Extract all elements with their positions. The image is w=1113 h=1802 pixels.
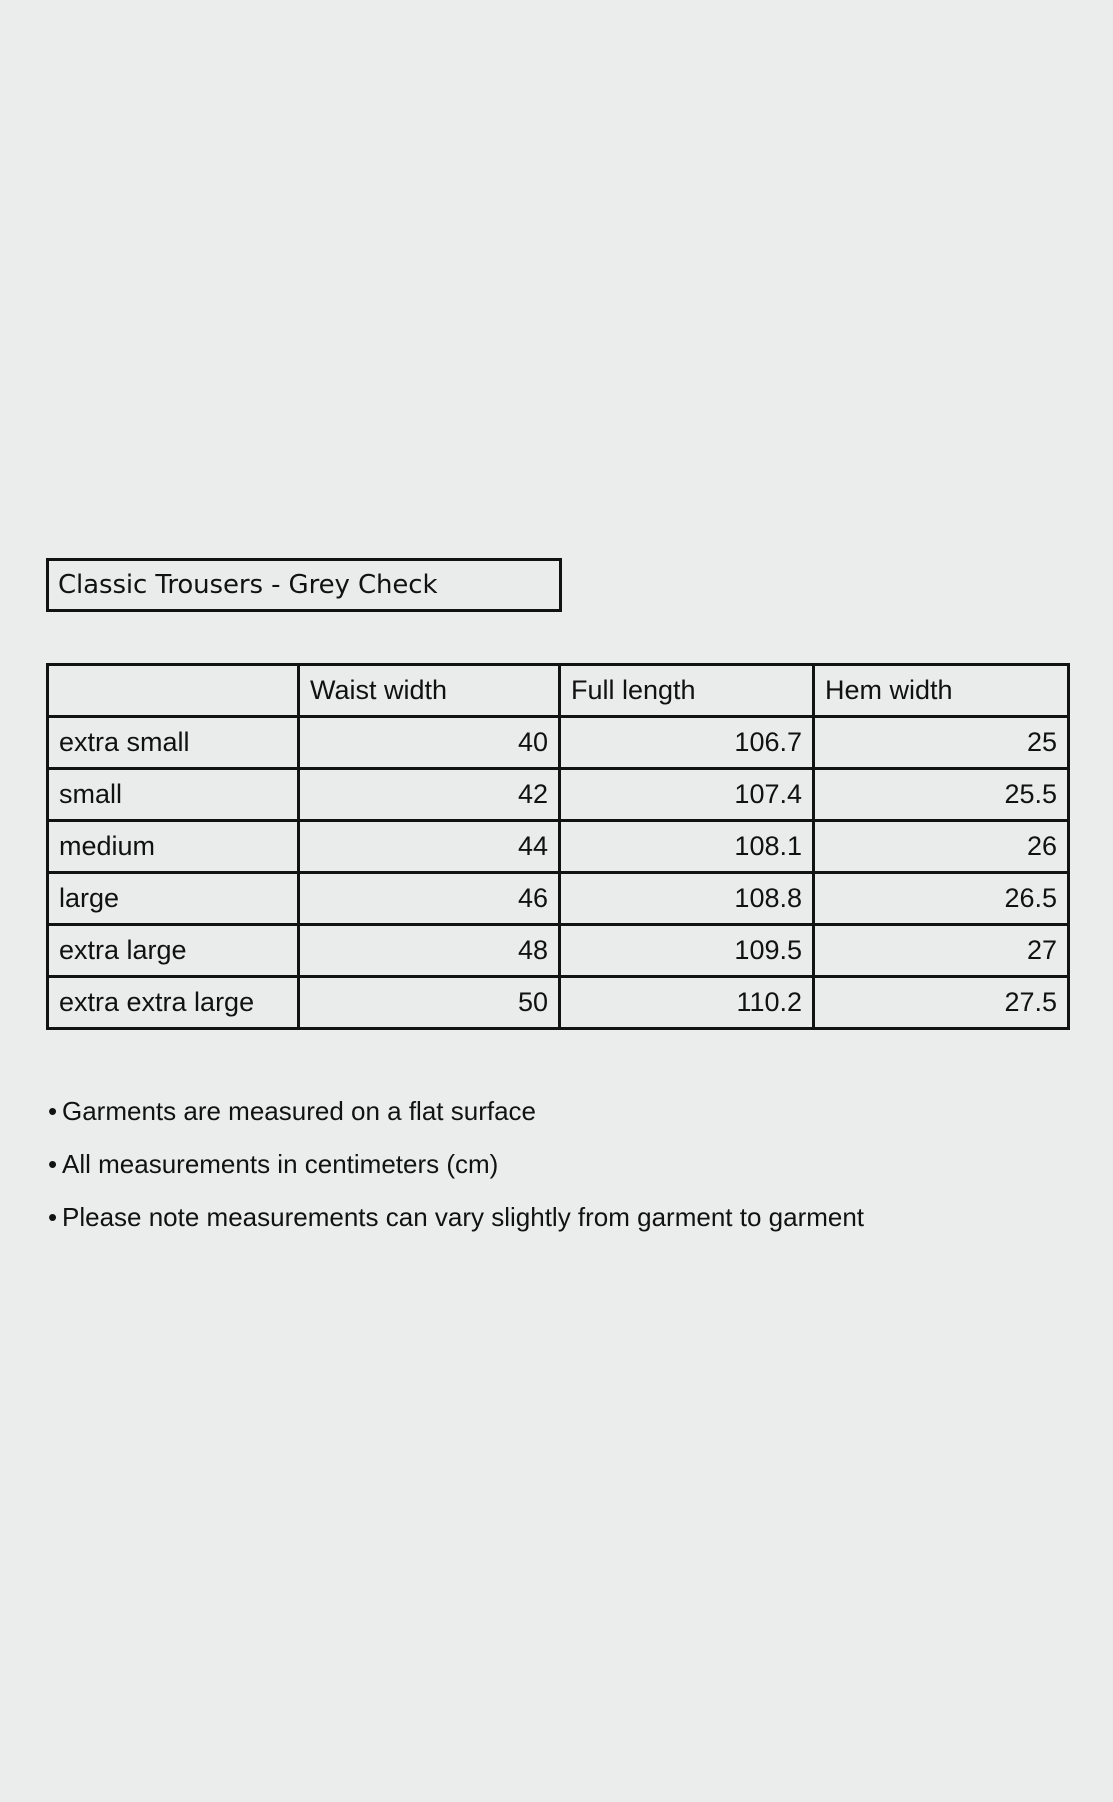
product-title-box — [46, 558, 562, 612]
cell-waist-width: 48 — [299, 925, 560, 977]
cell-hem-width: 26.5 — [814, 873, 1069, 925]
table-row — [48, 977, 1069, 1029]
cell-full-length: 108.8 — [560, 873, 814, 925]
cell-waist-width: 46 — [299, 873, 560, 925]
cell-size: extra extra large — [48, 977, 299, 1029]
cell-size: large — [48, 873, 299, 925]
note-item — [48, 1204, 1068, 1230]
cell-hem-width: 25 — [814, 717, 1069, 769]
note-item — [48, 1151, 1068, 1177]
column-header-size — [48, 665, 299, 717]
table-row — [48, 821, 1069, 873]
cell-full-length: 109.5 — [560, 925, 814, 977]
cell-waist-width: 40 — [299, 717, 560, 769]
cell-hem-width: 27 — [814, 925, 1069, 977]
bullet-icon: • — [48, 1202, 58, 1232]
cell-waist-width: 50 — [299, 977, 560, 1029]
cell-hem-width: 27.5 — [814, 977, 1069, 1029]
table-row — [48, 769, 1069, 821]
cell-full-length: 108.1 — [560, 821, 814, 873]
cell-full-length: 110.2 — [560, 977, 814, 1029]
cell-hem-width: 25.5 — [814, 769, 1069, 821]
note-text: Garments are measured on a flat surface — [62, 1096, 537, 1126]
column-header-full-length: Full length — [560, 665, 814, 717]
cell-waist-width: 44 — [299, 821, 560, 873]
table-row — [48, 717, 1069, 769]
cell-hem-width: 26 — [814, 821, 1069, 873]
table-header-row — [48, 665, 1069, 717]
note-text: Please note measurements can vary slightly from garment to garment — [62, 1202, 865, 1232]
cell-full-length: 106.7 — [560, 717, 814, 769]
cell-full-length: 107.4 — [560, 769, 814, 821]
page-title: Classic Trousers - Grey Check — [58, 570, 438, 600]
note-text: All measurements in centimeters (cm) — [62, 1149, 499, 1179]
cell-size: small — [48, 769, 299, 821]
note-item — [48, 1098, 1068, 1124]
table-row — [48, 925, 1069, 977]
cell-waist-width: 42 — [299, 769, 560, 821]
measurement-notes — [48, 1098, 1068, 1257]
cell-size: extra large — [48, 925, 299, 977]
cell-size: medium — [48, 821, 299, 873]
column-header-waist-width: Waist width — [299, 665, 560, 717]
cell-size: extra small — [48, 717, 299, 769]
bullet-icon: • — [48, 1149, 58, 1179]
size-chart-table — [46, 663, 1070, 1030]
table-row — [48, 873, 1069, 925]
column-header-hem-width: Hem width — [814, 665, 1069, 717]
bullet-icon: • — [48, 1096, 58, 1126]
